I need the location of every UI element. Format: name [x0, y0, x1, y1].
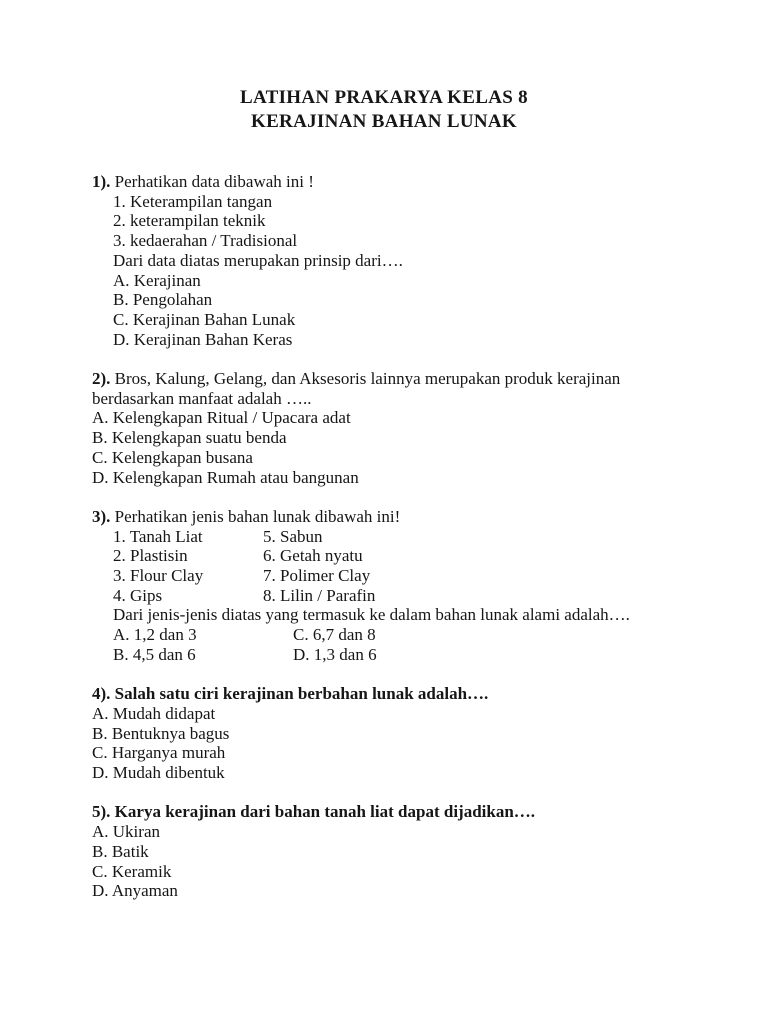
option-c: C. Kerajinan Bahan Lunak	[113, 309, 296, 329]
option-c: C. Harganya murah	[92, 743, 226, 763]
list-row	[113, 566, 708, 586]
question-4-options	[92, 704, 708, 783]
option-b: B. Bentuknya bagus	[92, 723, 230, 743]
list-item: 3. kedaerahan / Tradisional	[113, 231, 298, 251]
question-5-stem	[92, 802, 682, 822]
question-2	[92, 369, 708, 487]
list-row	[113, 546, 708, 566]
question-3-list	[113, 527, 708, 606]
options-row	[113, 645, 708, 665]
list-item: 3. Flour Clay	[113, 566, 204, 586]
question-1-text: Perhatikan data dibawah ini !	[114, 172, 314, 191]
questions-area	[92, 172, 708, 901]
question-1	[92, 172, 708, 349]
option-b: B. 4,5 dan 6	[113, 644, 196, 664]
option-d: D. 1,3 dan 6	[293, 644, 377, 664]
option-c: C. Keramik	[92, 861, 172, 881]
question-4-number: 4).	[92, 684, 111, 704]
option-a: A. Ukiran	[92, 822, 160, 842]
list-item: 1. Tanah Liat	[113, 526, 203, 546]
question-1-number: 1).	[92, 172, 111, 191]
question-3-followup: Dari jenis-jenis diatas yang termasuk ke dalam bahan lunak alami adalah….	[113, 605, 630, 625]
question-5-number: 5).	[92, 802, 111, 822]
question-4-stem	[92, 684, 682, 704]
options-row	[113, 625, 708, 645]
question-5-options	[92, 822, 708, 901]
question-3-options	[113, 625, 708, 664]
option-d: D. Kerajinan Bahan Keras	[113, 329, 293, 349]
list-item: 4. Gips	[113, 585, 163, 605]
option-a: A. Kelengkapan Ritual / Upacara adat	[92, 408, 351, 428]
list-row	[113, 527, 708, 547]
question-3	[92, 507, 708, 665]
question-5	[92, 802, 708, 901]
question-1-followup: Dari data diatas merupakan prinsip dari….	[113, 250, 403, 270]
option-c: C. Kelengkapan busana	[92, 447, 253, 467]
option-c: C. 6,7 dan 8	[293, 625, 376, 645]
list-item: 5. Sabun	[263, 526, 323, 546]
list-row	[113, 586, 708, 606]
option-b: B. Batik	[92, 841, 149, 861]
question-3-number: 3).	[92, 506, 111, 526]
list-item: 2. Plastisin	[113, 546, 188, 566]
option-b: B. Pengolahan	[113, 290, 213, 310]
document-title	[0, 0, 768, 134]
option-a: A. Mudah didapat	[92, 703, 216, 723]
option-d: D. Kelengkapan Rumah atau bangunan	[92, 467, 359, 487]
option-d: D. Anyaman	[92, 881, 178, 901]
option-a: A. 1,2 dan 3	[113, 625, 197, 645]
option-a: A. Kerajinan	[113, 270, 201, 290]
question-3-stem	[92, 507, 682, 527]
list-item: 2. keterampilan teknik	[113, 211, 266, 231]
list-item: 7. Polimer Clay	[263, 566, 371, 586]
question-2-options	[92, 408, 708, 487]
question-4-text: Salah satu ciri kerajinan berbahan lunak adalah….	[114, 684, 489, 704]
option-d: D. Mudah dibentuk	[92, 763, 225, 783]
question-1-options	[113, 271, 708, 350]
question-3-text: Perhatikan jenis bahan lunak dibawah ini!	[114, 506, 401, 526]
question-2-text: Bros, Kalung, Gelang, dan Aksesoris lainnya merupakan produk kerajinan berdasarkan manfaat adalah …..	[92, 369, 621, 408]
title-line-1: LATIHAN PRAKARYA KELAS 8	[240, 87, 528, 108]
list-item: 1. Keterampilan tangan	[113, 191, 273, 211]
question-5-text: Karya kerajinan dari bahan tanah liat dapat dijadikan….	[114, 802, 536, 822]
question-1-stem	[92, 172, 682, 192]
question-1-list	[113, 192, 708, 251]
option-b: B. Kelengkapan suatu benda	[92, 428, 287, 448]
question-4	[92, 684, 708, 783]
title-line-2: KERAJINAN BAHAN LUNAK	[251, 111, 517, 132]
list-item: 6. Getah nyatu	[263, 546, 363, 566]
list-item: 8. Lilin / Parafin	[263, 585, 376, 605]
question-2-number: 2).	[92, 369, 111, 389]
question-2-stem	[92, 369, 682, 408]
